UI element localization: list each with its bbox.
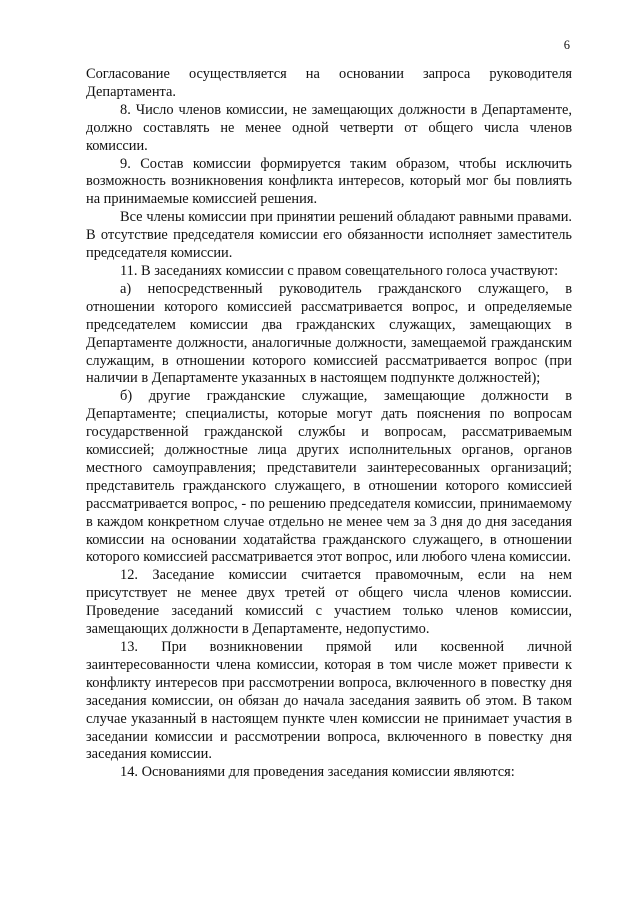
paragraph-approval: Согласование осуществляется на основании запроса руководителя Департамента. [86, 66, 572, 100]
paragraph-item-11: 11. В заседаниях комиссии с правом совещательного голоса участвуют: [120, 262, 559, 279]
page-number: 6 [563, 38, 570, 52]
paragraph-item-12: 12. Заседание комиссии считается правомочным, если на нем присутствует не менее двух третей от общего числа членов комиссии. Проведение заседаний комиссий с участием только членов комиссии, замещающих должности в Департаменте, недопустимо. [86, 567, 572, 638]
paragraph-item-11-b: б) другие гражданские служащие, замещающие должности в Департаменте; специалисты, которые могут дать пояснения по вопросам государственной гражданской службы и вопросам, рассматриваемым комиссией; должностные лица других исполнительных органов, органов местного самоуправления; представители заинтересованных организаций; представитель гражданского служащего, в отношении которого комиссией рассматривается вопрос, - по решению председателя комиссии, принимаемому в каждом конкретном случае отдельно не менее чем за 3 дня до дня заседания комиссии на основании ходатайства гражданского служащего, в отношении которого комиссией рассматривается этот вопрос, или любого члена комиссии. [86, 388, 572, 566]
paragraph-item-13: 13. При возникновении прямой или косвенной личной заинтересованности члена комиссии, которая в том числе может привести к конфликту интересов при рассмотрении вопроса, включенного в повестку дня заседания комиссии, он обязан до начала заседания заявить об этом. В таком случае указанный в настоящем пункте член комиссии не принимает участия в заседании комиссии и рассмотрении вопроса, включенного в повестку дня заседания комиссии. [86, 639, 572, 763]
paragraph-item-9: 9. Состав комиссии формируется таким образом, чтобы исключить возможность возникновения конфликта интересов, который мог бы повлиять на принимаемые комиссией решения. [86, 155, 572, 208]
paragraph-equal-rights: Все члены комиссии при принятии решений обладают равными правами. В отсутствие председателя комиссии его обязанности исполняет заместитель председателя комиссии. [86, 209, 572, 262]
paragraph-item-11-a: а) непосредственный руководитель гражданского служащего, в отношении которого комиссией рассматривается вопрос, и определяемые председателем комиссии два гражданских служащих, замещающих в Департаменте должности, аналогичные должности, замещаемой гражданским служащим, в отношении которого комиссией рассматривается вопрос (при наличии в Департаменте указанных в настоящем подпункте должностей); [86, 280, 572, 387]
paragraph-item-14: 14. Основаниями для проведения заседания комиссии являются: [120, 764, 515, 781]
paragraph-item-8: 8. Число членов комиссии, не замещающих должности в Департаменте, должно составлять не менее одной четверти от общего числа членов комиссии. [86, 101, 572, 154]
document-body [86, 66, 572, 782]
